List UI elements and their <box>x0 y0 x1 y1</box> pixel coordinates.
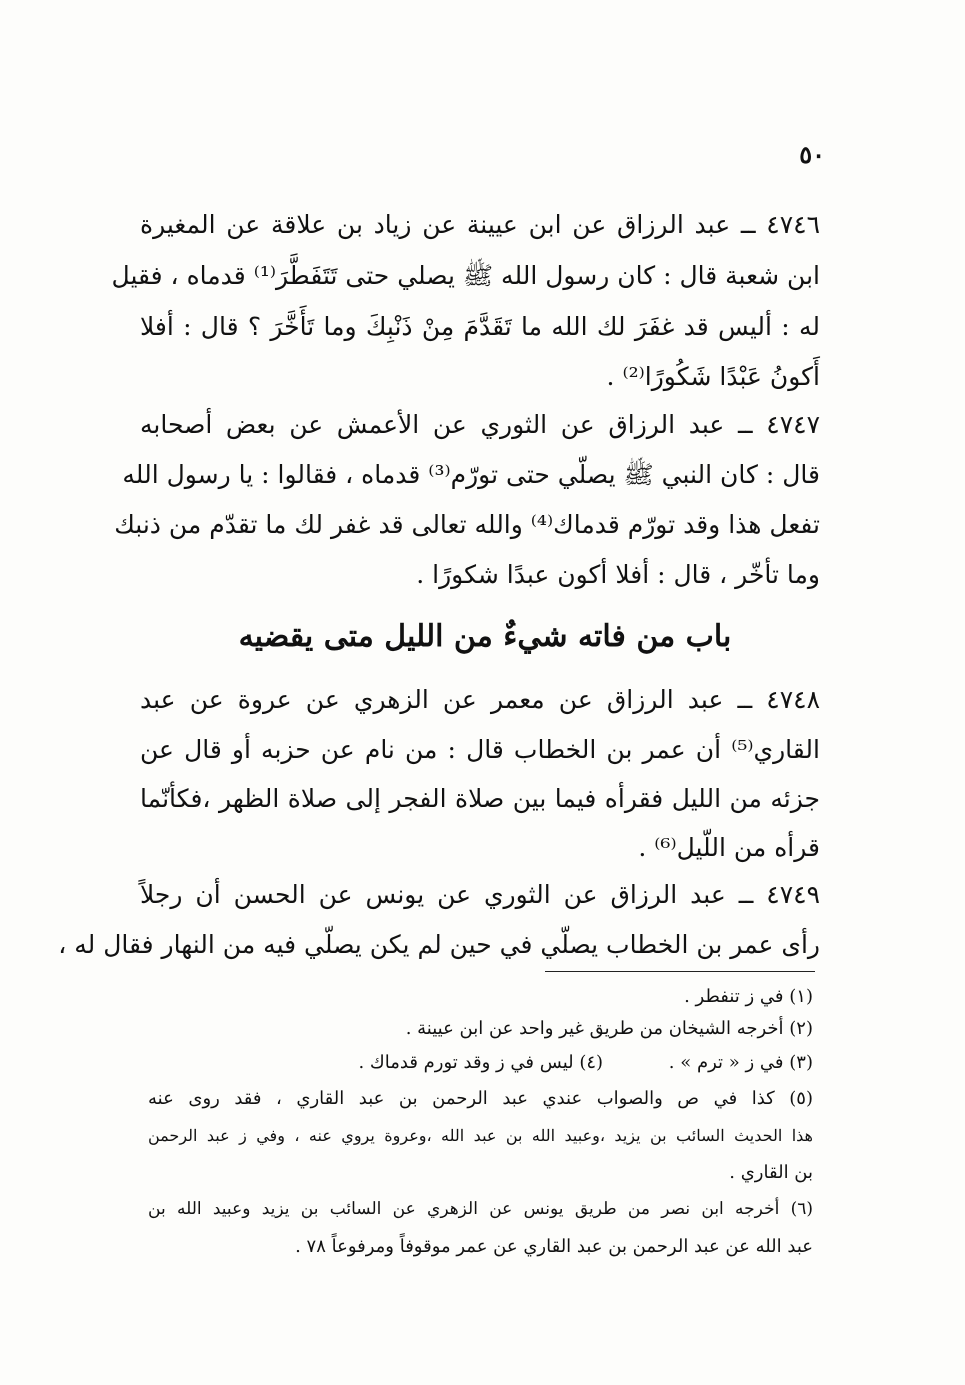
hadith-4747-line-2: قال : كان النبي ﷺ يصلّي حتى تورّم⁽³⁾ قدماه ، فقالوا : يا رسول الله <box>122 460 820 489</box>
hadith-4747-line-4: وما تأخّر ، قال : أفلا أكون عبدًا شكورًا . <box>416 560 820 589</box>
hadith-4746-line-2: ابن شعبة قال : كان رسول الله ﷺ يصلي حتى تَتَفَطَّرَ⁽¹⁾ قدماه ، فقيل <box>111 261 820 290</box>
footnote-1: (١) في ز تنفطر . <box>684 986 813 1007</box>
hadith-4749-line-1: ٤٧٤٩ ــ عبد الرزاق عن الثوري عن يونس عن الحسن أن رجلاً <box>140 880 820 909</box>
hadith-4746-line-1: ٤٧٤٦ ــ عبد الرزاق عن ابن عيينة عن زياد بن علاقة عن المغيرة <box>140 210 820 239</box>
footnote-3-4-row <box>148 1048 813 1080</box>
hadith-4748-line-2: القاري⁽⁵⁾ أن عمر بن الخطاب قال : من نام عن حزبه أو قال عن <box>140 735 820 764</box>
hadith-4748-line-3: جزئه من الليل فقرأه فيما بين صلاة الفجر إلى صلاة الظهر ،فكأنّما <box>140 784 820 813</box>
chapter-heading: باب من فاته شيءٌ من الليل متى يقضيه <box>238 619 732 654</box>
footnote-5-line-1: (٥) كذا في ص والصواب عندي عبد الرحمن بن عبد القاري ، فقد روى عنه <box>148 1088 813 1109</box>
footnote-3: (٣) في ز « ترم » . <box>668 1052 813 1073</box>
footnote-6-line-2: عبد الله عن عبد الرحمن بن عبد القاري عن عمر موقوفاً ومرفوعاً ٧٨ . <box>295 1236 813 1257</box>
footnote-4: (٤) ليس في ز وقد تورم قدماك . <box>358 1052 604 1073</box>
footnote-5-line-3: بن القاري . <box>729 1162 813 1183</box>
hadith-4747-line-3: تفعل هذا وقد تورّم قدماك⁽⁴⁾ والله تعالى قد غفر لك ما تقدّم من ذنبك <box>114 510 820 539</box>
hadith-4748-line-4: قرأه من اللّيل⁽⁶⁾ . <box>638 833 820 862</box>
hadith-4747-line-1: ٤٧٤٧ ــ عبد الرزاق عن الثوري عن الأعمش عن بعض أصحابه <box>140 410 820 439</box>
hadith-4746-line-3: له : أليس قد غفَرَ لك الله ما تَقَدَّمَ مِنْ ذَنْبِكَ وما تَأَخَّرَ ؟ قال : أفلا <box>140 312 820 341</box>
hadith-4746-line-4: أَكونُ عَبْدًا شَكُورًا⁽²⁾ . <box>606 362 820 391</box>
hadith-4748-line-1: ٤٧٤٨ ــ عبد الرزاق عن معمر عن الزهري عن عروة عن عبد <box>140 685 820 714</box>
footnote-5-line-2: هذا الحديث السائب بن يزيد ،وعبيد الله بن عبد الله ،وعروة يروي عنه ، وفي ز عبد الرحمن <box>148 1126 813 1145</box>
footnote-separator <box>545 971 815 972</box>
footnote-6-line-1: (٦) أخرجه ابن نصر من طريق يونس عن الزهري عن السائب بن يزيد وعبيد الله بن <box>148 1199 813 1219</box>
footnote-2: (٢) أخرجه الشيخان من طريق غير واحد عن ابن عيينة . <box>405 1018 813 1039</box>
page-number: ٥٠ <box>799 140 825 169</box>
hadith-4749-line-2: رأى عمر بن الخطاب يصلّي في حين لم يكن يصلّي فيه من النهار فقال له ، <box>58 930 820 959</box>
